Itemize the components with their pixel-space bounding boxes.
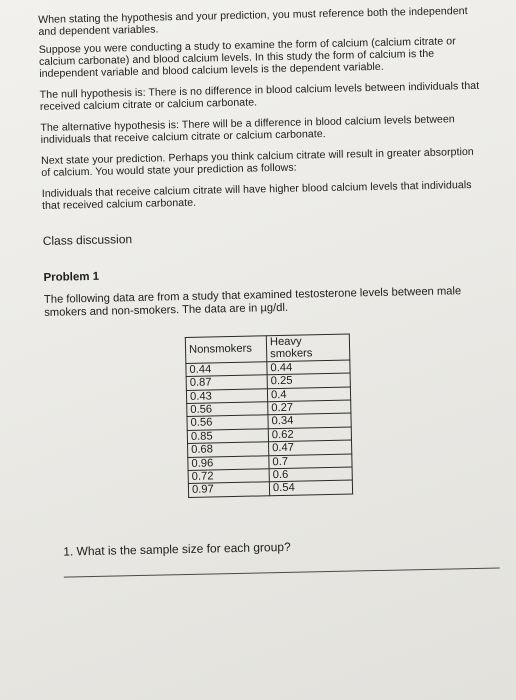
table-header-row bbox=[185, 334, 350, 363]
table-cell: 0.72 bbox=[188, 469, 269, 484]
alternative-hypothesis-text: The alternative hypothesis is: There will be a difference in blood calcium levels between individuals that receive calcium citrate or calcium carbonate. bbox=[40, 113, 455, 146]
prediction-intro-text: Next state your prediction. Perhaps you think calcium citrate will result in greater absorption of calcium. You would state your prediction as follows: bbox=[40, 145, 474, 179]
page-content bbox=[38, 5, 490, 578]
table-cell: 0.56 bbox=[187, 415, 268, 430]
table-cell: 0.44 bbox=[186, 362, 267, 377]
prediction-text: Individuals that receive calcium citrate will have higher blood calcium levels that individuals that received calcium carbonate. bbox=[41, 178, 472, 212]
table-row bbox=[188, 480, 352, 497]
intro-study-example: Suppose you were conducting a study to examine the form of calcium (calcium citrate or calcium carbonate) and blood calcium levels. In this study the form of calcium is the independent variable and blood calcium levels is the dependent variable. bbox=[38, 35, 456, 80]
table-cell: 0.43 bbox=[186, 388, 267, 403]
table-cell: 0.56 bbox=[187, 402, 268, 417]
table-cell: 0.68 bbox=[188, 442, 269, 457]
table-cell: 0.97 bbox=[188, 482, 269, 497]
table-cell: 0.44 bbox=[267, 360, 350, 375]
table-cell: 0.4 bbox=[267, 387, 350, 402]
table-cell: 0.6 bbox=[269, 467, 352, 482]
intro-hypothesis-note: When stating the hypothesis and your prediction, you must reference both the independent and dependent variables. bbox=[38, 5, 468, 38]
column-header-heavy-smokers: Heavy smokers bbox=[266, 334, 350, 362]
table-cell: 0.7 bbox=[269, 454, 352, 469]
class-discussion-heading: Class discussion bbox=[42, 232, 133, 248]
table-cell: 0.47 bbox=[269, 440, 352, 455]
table-cell: 0.62 bbox=[268, 427, 351, 442]
table-cell: 0.96 bbox=[188, 455, 269, 470]
problem-description: The following data are from a study that examined testosterone levels between male smokers and non-smokers. The data are in µg/dl. bbox=[43, 285, 462, 319]
column-header-nonsmokers: Nonsmokers bbox=[185, 336, 267, 364]
problem-title: Problem 1 bbox=[43, 270, 100, 284]
table-cell: 0.34 bbox=[268, 413, 351, 428]
table-cell: 0.25 bbox=[267, 373, 350, 388]
answer-line[interactable] bbox=[64, 567, 500, 577]
null-hypothesis-text: The null hypothesis is: There is no difference in blood calcium levels between individuals that received calcium citrate or calcium carbonate. bbox=[39, 79, 480, 113]
table-cell: 0.27 bbox=[268, 400, 351, 415]
table-cell: 0.85 bbox=[187, 429, 268, 444]
table-cell: 0.87 bbox=[186, 375, 267, 390]
testosterone-data-table bbox=[185, 334, 353, 498]
table-cell: 0.54 bbox=[269, 480, 352, 495]
question-sample-size: 1. What is the sample size for each group? bbox=[63, 539, 291, 559]
